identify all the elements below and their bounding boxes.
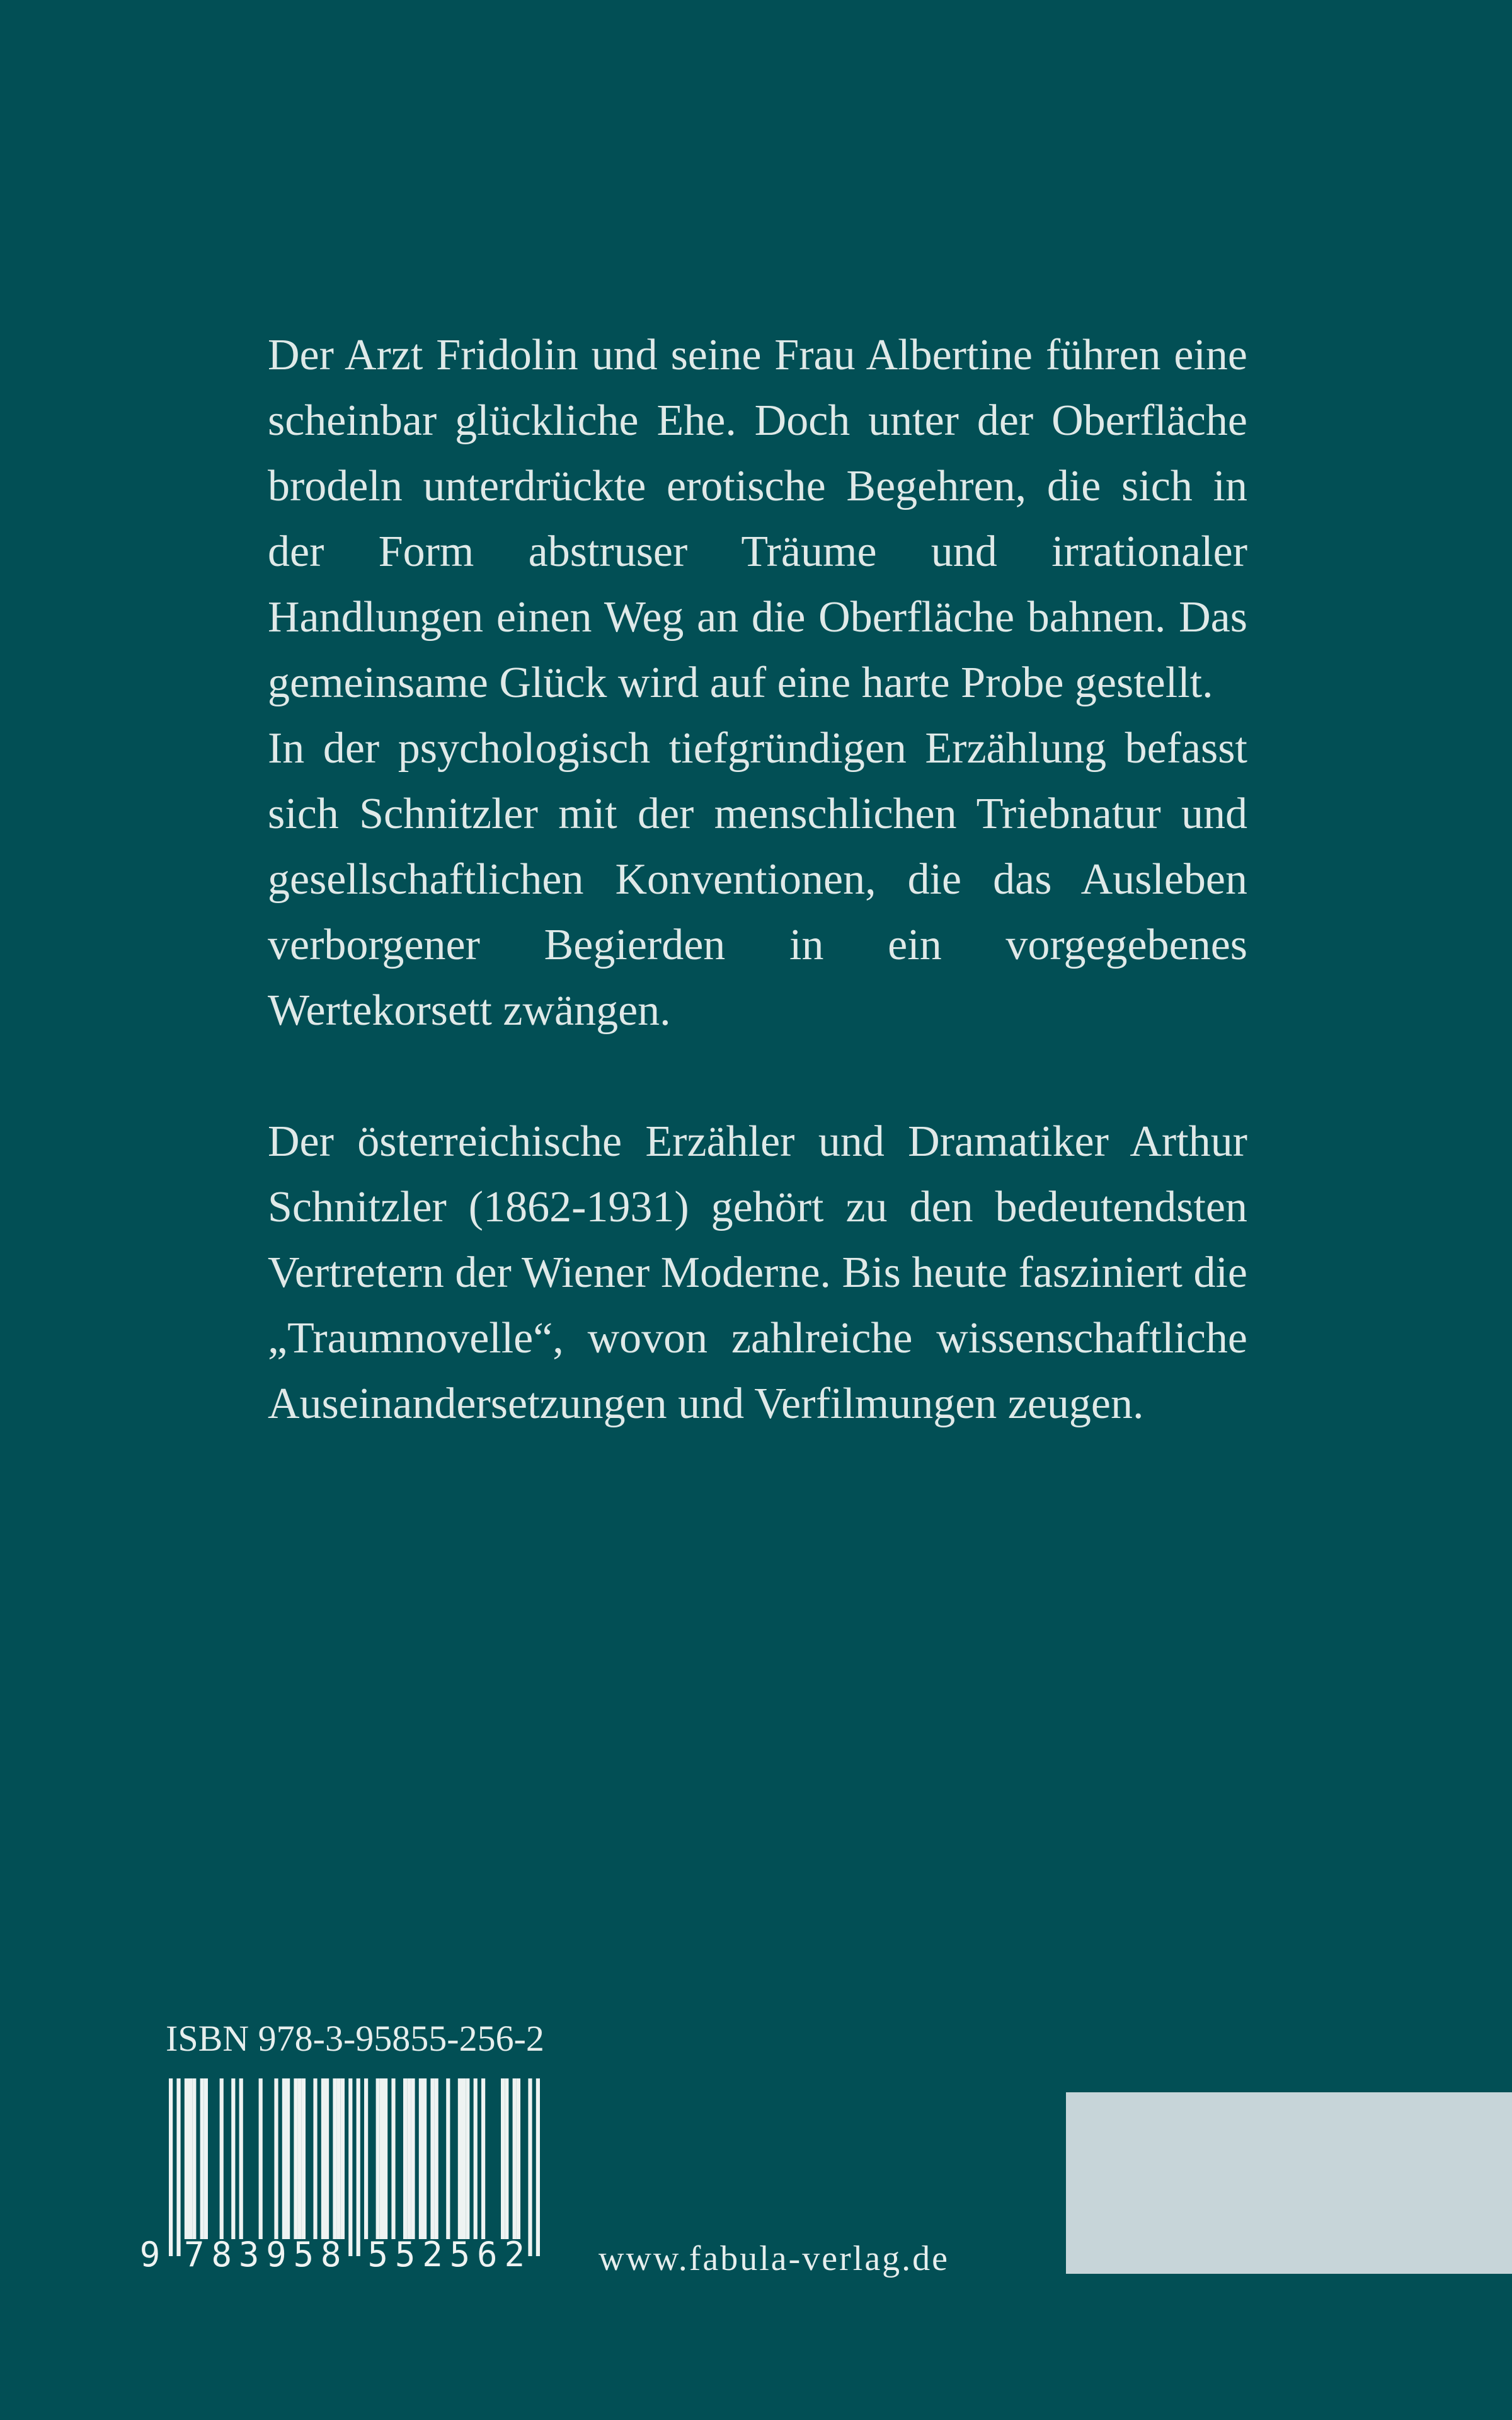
barcode-digit: 3 [238, 2235, 260, 2274]
barcode-bar [337, 2078, 341, 2239]
barcode-bar [458, 2078, 462, 2239]
barcode-bar [513, 2078, 517, 2239]
barcode-bar [169, 2078, 173, 2256]
barcode-bar [231, 2078, 235, 2239]
barcode-bar [357, 2078, 360, 2256]
barcode-bar [407, 2078, 411, 2239]
barcode-bar [501, 2078, 505, 2239]
barcode-bar [239, 2078, 243, 2239]
barcode-bar [313, 2078, 317, 2239]
barcode-bar [321, 2078, 325, 2239]
barcode-bar [462, 2078, 466, 2239]
barcode-bar [274, 2078, 278, 2239]
barcode-digit: 5 [293, 2235, 314, 2274]
barcode-digit: 2 [504, 2235, 525, 2274]
barcode-digit: 9 [266, 2235, 287, 2274]
barcode-bar [364, 2078, 368, 2239]
barcode-bar [192, 2078, 196, 2239]
barcode-digit: 5 [367, 2235, 388, 2274]
barcode-digit: 7 [184, 2235, 205, 2274]
barcode-bar [341, 2078, 345, 2239]
isbn-barcode [132, 2077, 561, 2279]
paragraph-gap [268, 1044, 1247, 1109]
barcode-bar [474, 2078, 478, 2239]
blurb-text [268, 323, 1247, 1437]
blurb-paragraph-theme: In der psychologisch tiefgründigen Erzählung befasst sich Schnitzler mit der menschlichen Triebnatur und gesellschaftlichen Konventionen, die das Ausleben verborgener Begierden in ein vorgegebenes Wertekorsett zwängen. [268, 724, 1247, 1035]
barcode-bar [391, 2078, 395, 2239]
barcode-bar [286, 2078, 290, 2239]
barcode-bar [220, 2078, 224, 2239]
barcode-bar [259, 2078, 263, 2239]
isbn-label: ISBN 978-3-95855-256-2 [166, 2018, 544, 2059]
barcode-bar [204, 2078, 208, 2239]
barcode-bar [376, 2078, 380, 2239]
barcode-bar [302, 2078, 306, 2239]
barcode-digit: 6 [477, 2235, 498, 2274]
barcode-digit: 5 [449, 2235, 471, 2274]
barcode-digits [140, 2235, 525, 2274]
barcode-bar [298, 2078, 302, 2239]
barcode-bar [466, 2078, 469, 2239]
barcode-bar [411, 2078, 415, 2239]
barcode-bar [325, 2078, 329, 2239]
barcode-bar [435, 2078, 438, 2239]
barcode-digit: 2 [422, 2235, 443, 2274]
publisher-website: www.fabula-verlag.de [598, 2239, 950, 2278]
barcode-bar [419, 2078, 423, 2239]
barcode-digit: 5 [394, 2235, 416, 2274]
price-label-area [1066, 2092, 1512, 2274]
barcode-bar [282, 2078, 286, 2239]
barcode-bar [403, 2078, 407, 2239]
barcode-bar [528, 2078, 532, 2256]
barcode-bar [430, 2078, 434, 2239]
barcode-digit: 8 [321, 2235, 341, 2274]
barcode-bar [185, 2078, 188, 2239]
barcode-bar [384, 2078, 387, 2239]
barcode-bar [188, 2078, 192, 2239]
barcode-bar [536, 2078, 540, 2256]
barcode-bar [200, 2078, 204, 2239]
barcode-bar [423, 2078, 427, 2239]
barcode-bar [333, 2078, 336, 2239]
barcode-bar [176, 2078, 180, 2256]
barcode-bars [169, 2078, 540, 2256]
blurb-paragraph-plot: Der Arzt Fridolin und seine Frau Albertine führen eine scheinbar glückliche Ehe. Doch unter der Oberfläche brodeln unterdrückte erotische Begehren, die sich in der Form abstruser Träume und irrationaler Handlungen einen Weg an die Oberfläche bahnen. Das gemeinsame Glück wird auf eine harte Probe gestellt. [268, 331, 1247, 707]
blurb-paragraph-author: Der österreichische Erzähler und Dramatiker Arthur Schnitzler (1862-1931) gehört zu den bedeutendsten Vertretern der Wiener Moderne. Bis heute fasziniert die „Traumnovelle“, wovon zahlreiche wissenschaftliche Auseinandersetzungen und Verfilmungen zeugen. [268, 1117, 1247, 1428]
barcode-bar [380, 2078, 384, 2239]
barcode-bar [505, 2078, 508, 2239]
barcode-bar [294, 2078, 297, 2239]
barcode-digit: 9 [139, 2235, 161, 2274]
barcode-bar [481, 2078, 485, 2239]
barcode-digit: 8 [211, 2235, 232, 2274]
barcode-bar [517, 2078, 520, 2239]
barcode-bar [348, 2078, 352, 2256]
barcode-bar [446, 2078, 450, 2239]
